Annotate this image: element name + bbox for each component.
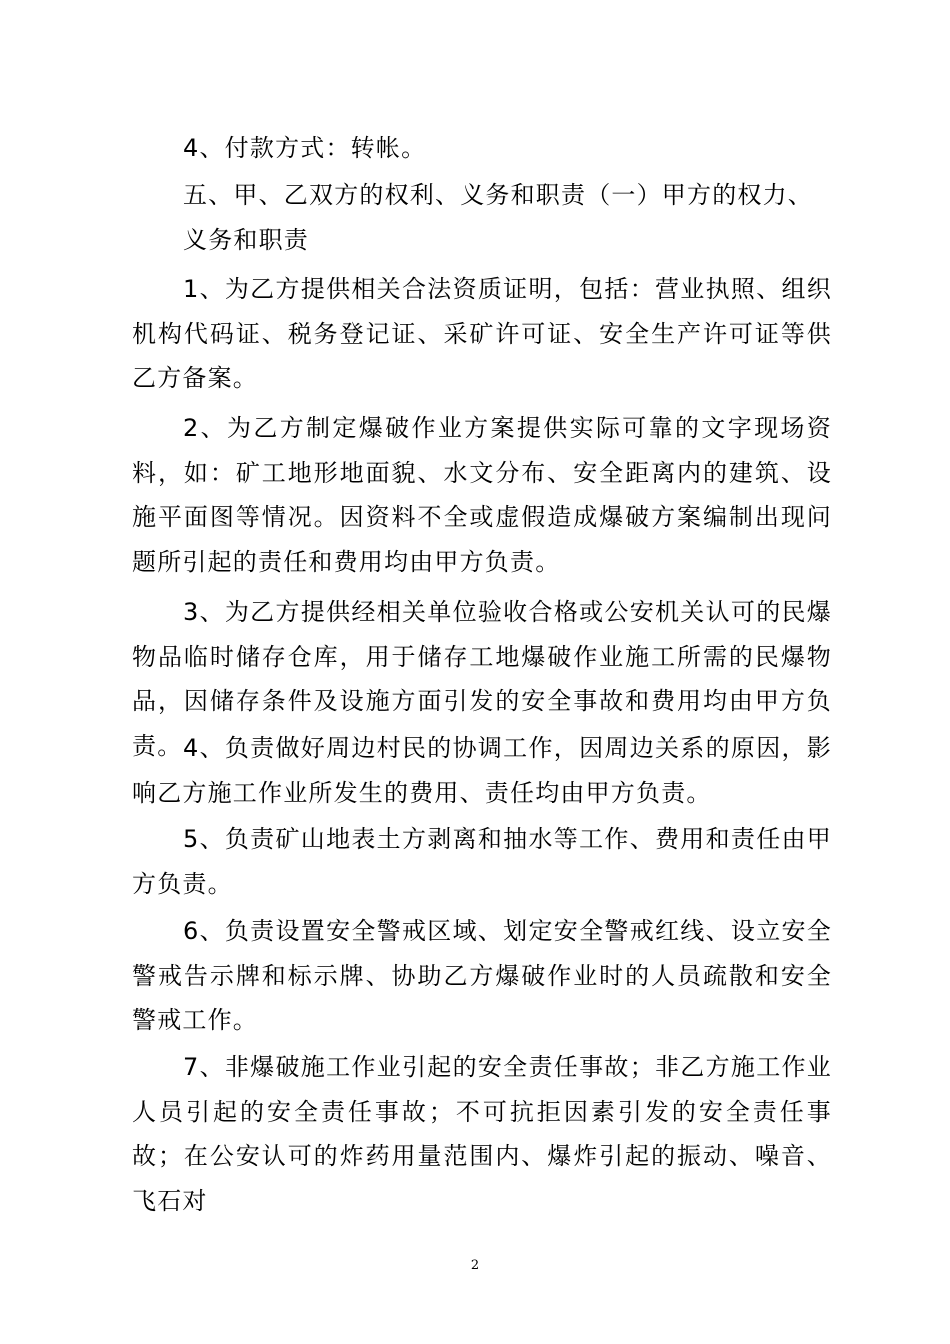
paragraph-duty-5: 5、负责矿山地表土方剥离和抽水等工作、费用和责任由甲方负责。 bbox=[132, 825, 832, 898]
section-heading-rights-duties: 五、甲、乙双方的权利、义务和职责（一）甲方的权力、义务和职责 bbox=[183, 181, 813, 254]
paragraph-duty-3: 3、为乙方提供经相关单位验收合格或公安机关认可的民爆物品临时储存仓库，用于储存工地爆破作业施工所需的民爆物品，因储存条件及设施方面引发的安全事故和费用均由甲方负责。 bbox=[132, 598, 832, 760]
paragraph-payment-method: 4、付款方式：转帐。 bbox=[183, 134, 427, 162]
paragraph-duty-4: 4、负责做好周边村民的协调工作，因周边关系的原因，影响乙方施工作业所发生的费用、责任均由甲方负责。 bbox=[132, 734, 832, 807]
page-number: 2 bbox=[470, 1258, 480, 1273]
paragraph-duty-1: 1、为乙方提供相关合法资质证明，包括：营业执照、组织机构代码证、税务登记证、采矿许可证、安全生产许可证等供乙方备案。 bbox=[132, 275, 832, 392]
paragraph-duty-6: 6、负责设置安全警戒区域、划定安全警戒红线、设立安全警戒告示牌和标示牌、协助乙方爆破作业时的人员疏散和安全警戒工作。 bbox=[132, 917, 832, 1034]
paragraph-duty-7: 7、非爆破施工作业引起的安全责任事故；非乙方施工作业人员引起的安全责任事故；不可抗拒因素引发的安全责任事故；在公安认可的炸药用量范围内、爆炸引起的振动、噪音、飞石对 bbox=[132, 1053, 832, 1215]
paragraph-duty-2: 2、为乙方制定爆破作业方案提供实际可靠的文字现场资料，如：矿工地形地面貌、水文分布、安全距离内的建筑、设施平面图等情况。因资料不全或虚假造成爆破方案编制出现问题所引起的责任和费用均由甲方负责。 bbox=[132, 414, 832, 576]
